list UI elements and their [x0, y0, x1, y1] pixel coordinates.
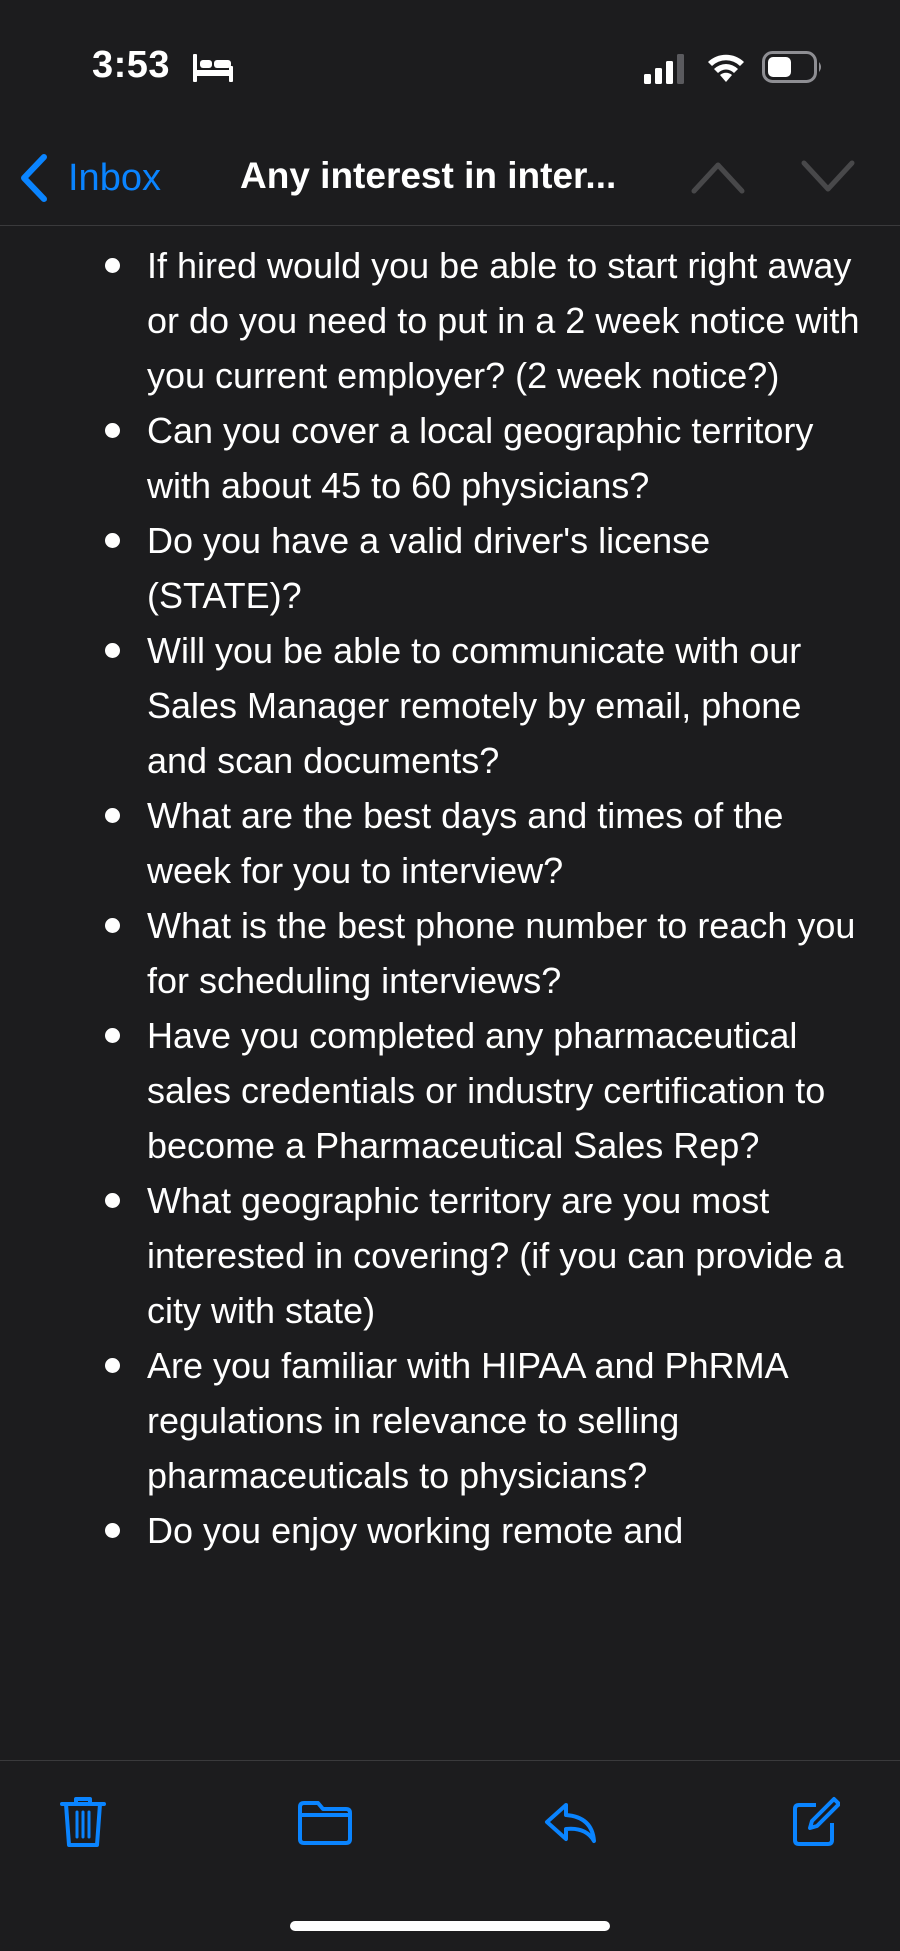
wifi-icon: [705, 48, 747, 84]
bullet: [105, 1028, 120, 1043]
question-text: Will you be able to communicate with our Sales Manager remotely by email, phone and scan documents?: [147, 630, 802, 781]
bottom-toolbar: [0, 1760, 900, 1951]
question-text: What are the best days and times of the week for you to interview?: [147, 795, 784, 891]
list-item: [0, 623, 900, 788]
chevron-left-icon: [18, 153, 50, 203]
bullet: [105, 423, 120, 438]
question-text: Do you enjoy working remote and: [147, 1510, 684, 1551]
bullet: [105, 1523, 120, 1538]
folder-icon[interactable]: [296, 1795, 354, 1849]
nav-bar: [0, 135, 900, 226]
question-text: Can you cover a local geographic territory with about 45 to 60 physicians?: [147, 410, 814, 506]
list-item: [0, 1338, 900, 1503]
bullet: [105, 533, 120, 548]
status-bar: [0, 0, 900, 135]
reply-icon[interactable]: [542, 1795, 598, 1849]
question-text: Do you have a valid driver's license (STATE)?: [147, 520, 711, 616]
bed-icon: [191, 52, 235, 84]
chevron-down-icon[interactable]: [800, 157, 856, 197]
question-text: Have you completed any pharmaceutical sales credentials or industry certification to become a Pharmaceutical Sales Rep?: [147, 1015, 826, 1166]
signal-icon: [644, 52, 688, 84]
list-item: [0, 1173, 900, 1338]
bullet: [105, 1358, 120, 1373]
back-label: Inbox: [68, 156, 161, 199]
list-item: [0, 513, 900, 623]
chevron-up-icon[interactable]: [690, 157, 746, 197]
compose-icon[interactable]: [790, 1795, 840, 1849]
bullet: [105, 258, 120, 273]
bullet: [105, 918, 120, 933]
list-item: [0, 1503, 900, 1558]
question-list: [0, 238, 900, 1558]
list-item: [0, 403, 900, 513]
question-text: What geographic territory are you most interested in covering? (if you can provide a city with state): [147, 1180, 844, 1331]
home-indicator: [290, 1921, 610, 1931]
bullet: [105, 808, 120, 823]
status-time: 3:53: [92, 44, 171, 86]
list-item: [0, 1008, 900, 1173]
bullet: [105, 1193, 120, 1208]
list-item: [0, 238, 900, 403]
email-subject-title: Any interest in inter...: [240, 155, 617, 196]
email-body[interactable]: [0, 226, 900, 1760]
question-text: Are you familiar with HIPAA and PhRMA regulations in relevance to selling pharmaceuticals to physicians?: [147, 1345, 787, 1496]
list-item: [0, 898, 900, 1008]
trash-icon[interactable]: [58, 1795, 108, 1849]
back-button[interactable]: [18, 151, 161, 205]
bullet: [105, 643, 120, 658]
list-item: [0, 788, 900, 898]
battery-icon: [762, 50, 824, 84]
question-text: What is the best phone number to reach you for scheduling interviews?: [147, 905, 856, 1001]
question-text: If hired would you be able to start right away or do you need to put in a 2 week notice with you current employer? (2 week notice?): [147, 245, 860, 396]
